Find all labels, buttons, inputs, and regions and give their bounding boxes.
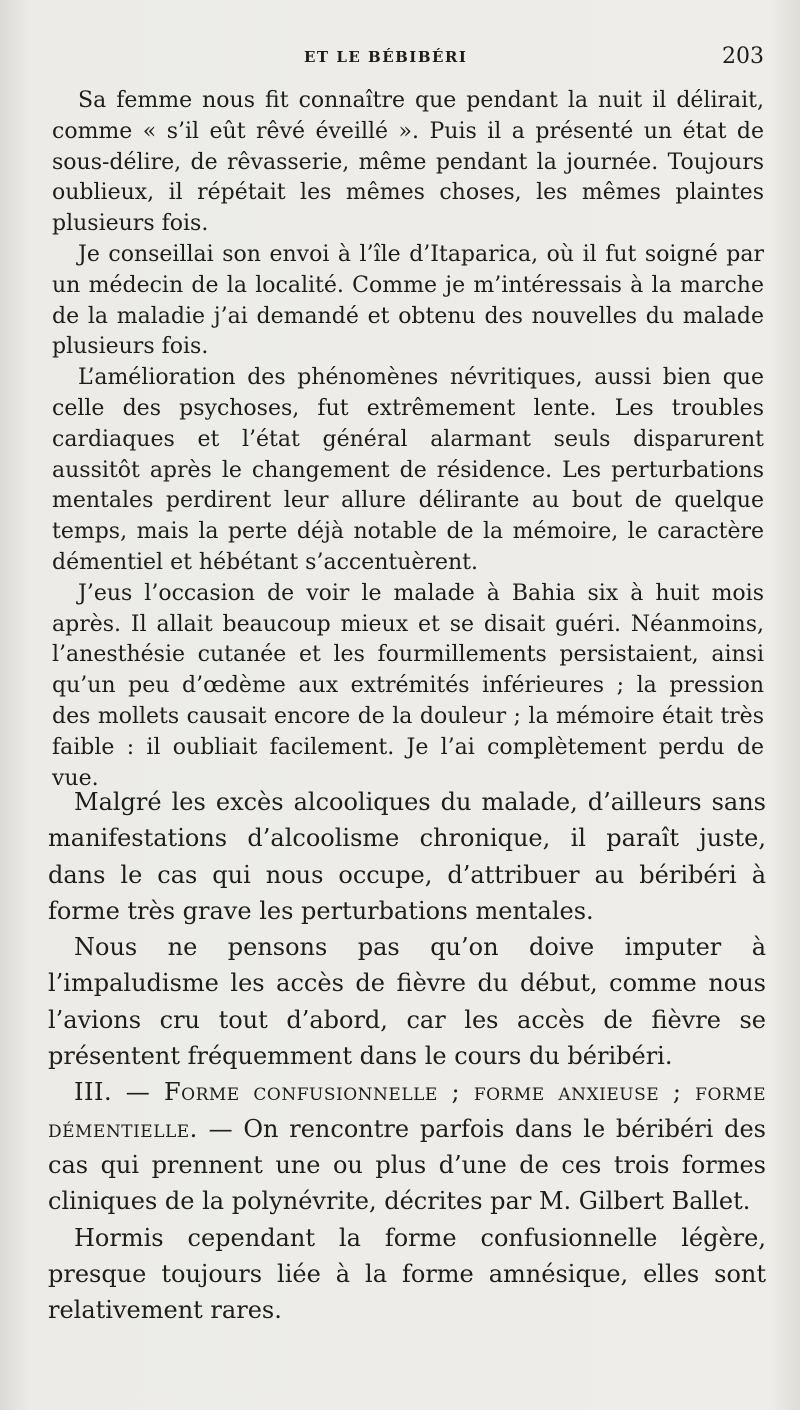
paragraph-bahia-visit: J’eus l’occasion de voir le malade à Bahia six à huit mois après. Il allait beaucoup mieux et se disait guéri. Néanmoins, l’anesthésie cutanée et les fourmillements persistaient, ainsi qu’un peu d’œdème aux extrémités inférieures ; la pression des mollets causait encore de la douleur ; la mémoire était très faible : il oubliait facilement. Je l’ai complètement perdu de vue. [52,580,764,791]
commentary-text [48,784,766,1328]
paragraph-section-iii [48,1074,766,1219]
paragraph-wife-report: Sa femme nous fit connaître que pendant la nuit il délirait, comme « s’il eût rêvé éveillé ». Puis il a présenté un état de sous-délire, de rêvasserie, même pendant la journée. Toujours oublieux, il répétait les mêmes choses, les mêmes plaintes plusieurs fois. [52,88,764,237]
observation-text [52,86,764,794]
paragraph-itaparica: Je conseillai son envoi à l’île d’Itaparica, où il fut soigné par un médecin de la localité. Comme je m’intéressais à la marche de la maladie j’ai demandé et obtenu des nouvelles du malade plusieurs fois. [52,241,764,360]
section-heading: III. — Forme confusionnelle ; forme anxieuse ; forme démentielle. [48,1078,766,1143]
running-head [52,44,764,74]
paragraph-hormis: Hormis cependant la forme confusionnelle légère, presque toujours liée à la forme amnésique, elles sont relativement rares. [48,1223,766,1325]
section-text: — On rencontre parfois dans le béribéri des cas qui prennent une ou plus d’une de ces trois formes cliniques de la polynévrite, décrites par M. Gilbert Ballet. [48,1114,766,1216]
running-title: ET LE BÉBIBÉRI [304,48,468,66]
paragraph-alcohol: Malgré les excès alcooliques du malade, d’ailleurs sans manifestations d’alcoolisme chronique, il paraît juste, dans le cas qui nous occupe, d’attribuer au béribéri à forme très grave les perturbations mentales. [48,788,766,925]
page-number: 203 [722,44,764,69]
paragraph-impaludisme: Nous ne pensons pas qu’on doive imputer à l’impaludisme les accès de fièvre du début, comme nous l’avions cru tout d’abord, car les accès de fièvre se présentent fréquemment dans le cours du béribéri. [48,933,766,1071]
paragraph-improvement: L’amélioration des phénomènes névritiques, aussi bien que celle des psychoses, fut extrêmement lente. Les troubles cardiaques et l’état général alarmant seuls disparurent aussitôt après le changement de résidence. Les perturbations mentales perdirent leur allure délirante au bout de quelque temps, mais la perte déjà notable de la mémoire, le caractère démentiel et hébétant s’accentuèrent. [52,365,764,575]
